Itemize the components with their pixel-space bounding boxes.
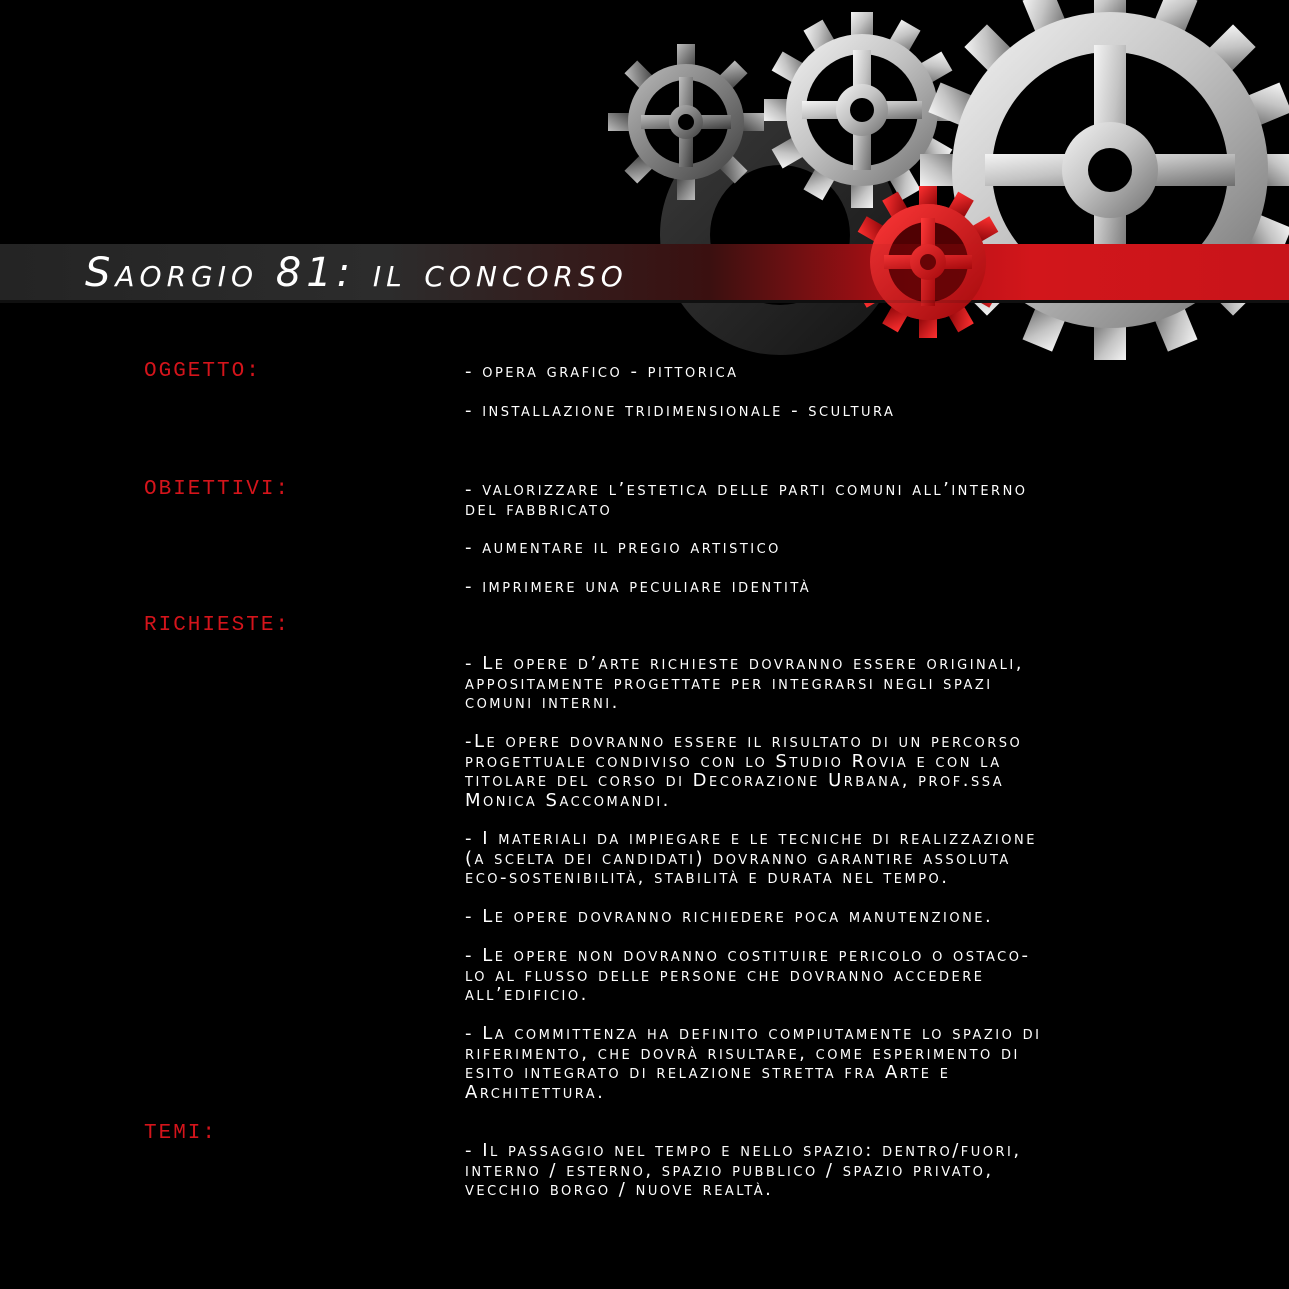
small-gear (608, 44, 764, 200)
large-gear (920, 0, 1289, 360)
list-item: - Il passaggio nel tempo e nello spazio: dentro/fuori, interno / esterno, spazio pubblico / spazio privato, vecchio borgo / nuove realtà. (465, 1140, 1022, 1200)
list-item: - installazione tridimensionale - scultura (465, 400, 896, 421)
section-label-oggetto: OGGETTO: (144, 360, 261, 383)
page-title: Saorgio 81: il concorso (85, 250, 628, 296)
list-item: - La committenza ha definito compiutamente lo spazio di riferimento, che dovrà risultare, come esperimento di esito integrato di relazione stretta fra Arte e Architettura. (465, 1023, 1042, 1103)
list-item: - opera grafico - pittorica (465, 361, 739, 382)
list-item: - Le opere d’arte richieste dovranno essere originali, appositamente progettate per integrarsi negli spazi comuni interni. (465, 653, 1024, 713)
list-item: - valorizzare l’estetica delle parti comuni all’interno del fabbricato (465, 479, 1028, 520)
list-item: - aumentare il pregio artistico (465, 537, 781, 558)
list-item: - imprimere una peculiare identità (465, 576, 812, 597)
list-item: - Le opere dovranno richiedere poca manutenzione. (465, 906, 994, 927)
list-item: -Le opere dovranno essere il risultato di un percorso progettuale condiviso con lo Studio Rovia e con la titolare del corso di Decorazione Urbana, prof.ssa Monica Saccomandi. (465, 731, 1023, 811)
section-label-richieste: RICHIESTE: (144, 614, 291, 637)
section-label-temi: TEMI: (144, 1122, 218, 1145)
list-item: - Le opere non dovranno costituire pericolo o ostaco- lo al flusso delle persone che dovranno accedere all’edificio. (465, 945, 1031, 1005)
list-item: - I materiali da impiegare e le tecniche di realizzazione (a scelta dei candidati) dovranno garantire assoluta eco-sostenibilità, stabilità e durata nel tempo. (465, 828, 1037, 888)
section-label-obiettivi: OBIETTIVI: (144, 478, 291, 501)
title-band-divider (0, 300, 1289, 303)
